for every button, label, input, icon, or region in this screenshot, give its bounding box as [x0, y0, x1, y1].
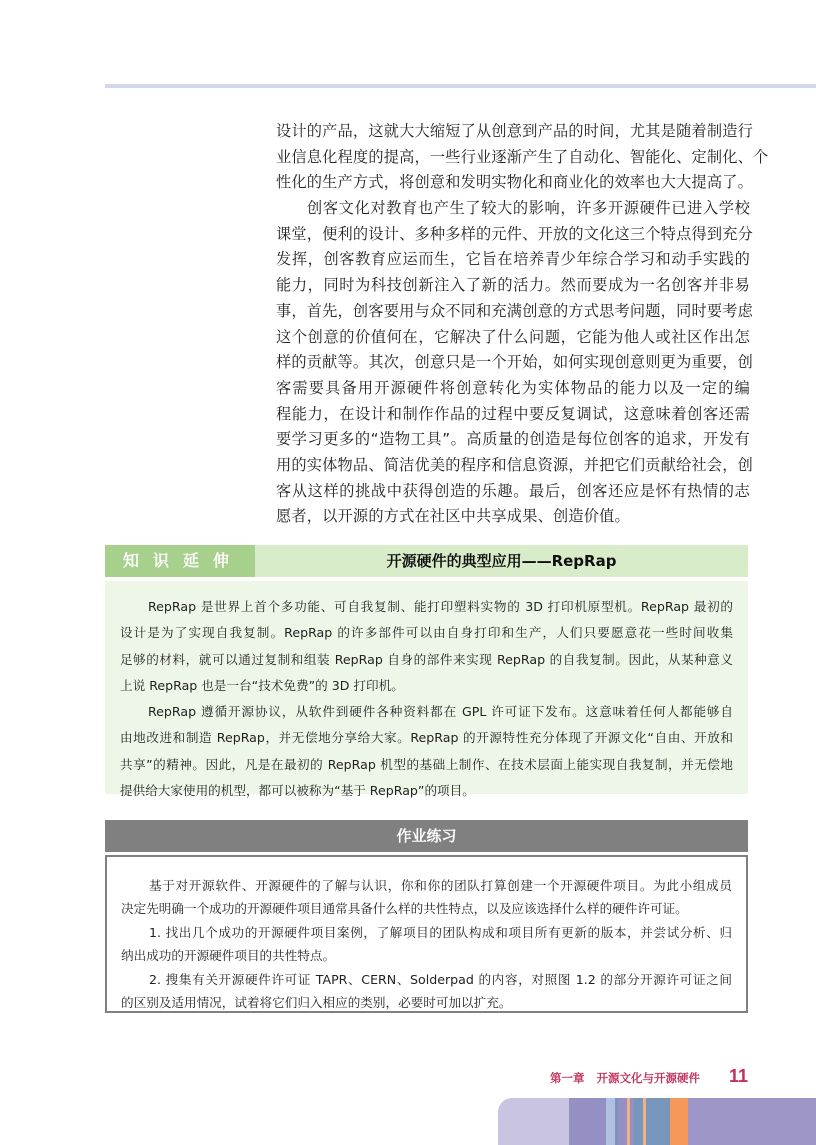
- main-body-text: [276, 119, 769, 530]
- text-line: 事，首先，创客要用与众不同和充满创意的方式思考问题，同时要考虑: [276, 301, 754, 320]
- text-line: 样的贡献等。其次，创意只是一个开始，如何实现创意则更为重要，创: [276, 353, 754, 372]
- knowledge-extension-title: 开源硬件的典型应用——RepRap: [386, 552, 617, 570]
- text-line: 的区别及适用情况，试着将它们归入相应的类别，必要时可加以扩充。: [121, 994, 512, 1010]
- text-line: 上说 RepRap 也是一台“技术免费”的 3D 打印机。: [120, 677, 404, 693]
- text-line: 用的实体物品、简洁优美的程序和信息资源，并把它们贡献给社会，创: [276, 455, 754, 474]
- text-line: 程能力，在设计和制作作品的过程中要反复调试，这意味着创客还需: [276, 404, 750, 423]
- text-line: 创客文化对教育也产生了较大的影响，许多开源硬件已进入学校: [307, 199, 750, 218]
- page-number: 11: [729, 1066, 749, 1086]
- knowledge-extension-header: [105, 545, 748, 577]
- text-line: 提供给大家使用的机型，都可以被称为“基于 RepRap”的项目。: [120, 783, 475, 799]
- text-line: 2. 搜集有关开源硬件许可证 TAPR、CERN、Solderpad 的内容，对照图 1.2 的部分开源许可证之间: [149, 971, 732, 987]
- text-line: 能力，同时为科技创新注入了新的活力。然而要成为一名创客并非易: [276, 276, 750, 295]
- text-line: 课堂，便利的设计、多种多样的元件、开放的文化这三个特点得到充分: [276, 224, 754, 243]
- exercise-header: 作业练习: [105, 820, 748, 852]
- bar-stripe: [688, 1098, 816, 1145]
- bar-stripe: [646, 1098, 670, 1145]
- bar-stripe: [634, 1098, 643, 1145]
- text-line: 由地改进和制造 RepRap，并无偿地分享给大家。RepRap 的开源特性充分体现了开源文化“自由、开放和: [120, 730, 733, 746]
- text-line: 客从这样的挑战中获得创造的乐趣。最后，创客还应是怀有热情的志: [276, 481, 750, 500]
- text-line: 足够的材料，就可以通过复制和组装 RepRap 自身的部件来实现 RepRap 的自我复制。因此，从某种意义: [120, 651, 733, 667]
- bar-stripe: [618, 1098, 627, 1145]
- bar-stripe: [670, 1098, 688, 1145]
- text-line: 共享”的精神。因此，凡是在最初的 RepRap 机型的基础上制作、在技术层面上能实现自我复制，并无偿地: [120, 756, 733, 772]
- text-line: 决定先明确一个成功的开源硬件项目通常具备什么样的共性特点，以及应该选择什么样的硬件许可证。: [121, 901, 688, 917]
- text-line: RepRap 遵循开源协议，从软件到硬件各种资料都在 GPL 许可证下发布。这意味着任何人都能够自: [148, 704, 733, 720]
- bar-stripe: [606, 1098, 615, 1145]
- text-line: 纳出成功的开源硬件项目的共性特点。: [121, 948, 336, 964]
- text-line: 客需要具备用开源硬件将创意转化为实体物品的能力以及一定的编: [276, 378, 750, 397]
- text-line: 基于对开源软件、开源硬件的了解与认识，你和你的团队打算创建一个开源硬件项目。为此小组成员: [149, 878, 732, 893]
- text-line: 性化的生产方式，将创意和发明实物化和商业化的效率也大大提高了。: [276, 173, 754, 192]
- text-line: 设计是为了实现自我复制。RepRap 的许多部件可以由自身打印和生产，人们只要愿意花一些时间收集: [120, 625, 733, 641]
- knowledge-extension-body: [105, 581, 748, 799]
- text-line: 业信息化程度的提高，一些行业逐渐产生了自动化、智能化、定制化、个: [276, 147, 769, 166]
- footer-chapter-title: 第一章 开源文化与开源硬件: [550, 1071, 701, 1085]
- text-line: 要学习更多的“造物工具”。高质量的创造是每位创客的追求，开发有: [276, 430, 750, 449]
- bar-stripe: [569, 1098, 606, 1145]
- text-line: 发挥，创客教育应运而生，它旨在培养青少年综合学习和动手实践的: [276, 250, 750, 269]
- text-line: 1. 找出几个成功的开源硬件项目案例，了解项目的团队构成和项目所有更新的版本，并尝试分析、归: [149, 924, 732, 940]
- text-line: 愿者，以开源的方式在社区中共享成果、创造价值。: [276, 507, 630, 526]
- text-line: RepRap 是世界上首个多功能、可自我复制、能打印塑料实物的 3D 打印机原型机。RepRap 最初的: [148, 599, 733, 614]
- top-rule: [105, 84, 816, 88]
- bar-stripe: [498, 1098, 569, 1145]
- knowledge-extension-tag: 知识延伸: [105, 545, 255, 577]
- text-line: 设计的产品，这就大大缩短了从创意到产品的时间，尤其是随着制造行: [276, 122, 754, 140]
- text-line: 这个创意的价值何在，它解决了什么问题，它能为他人或社区作出怎: [276, 327, 750, 346]
- exercise-body: [105, 855, 748, 1013]
